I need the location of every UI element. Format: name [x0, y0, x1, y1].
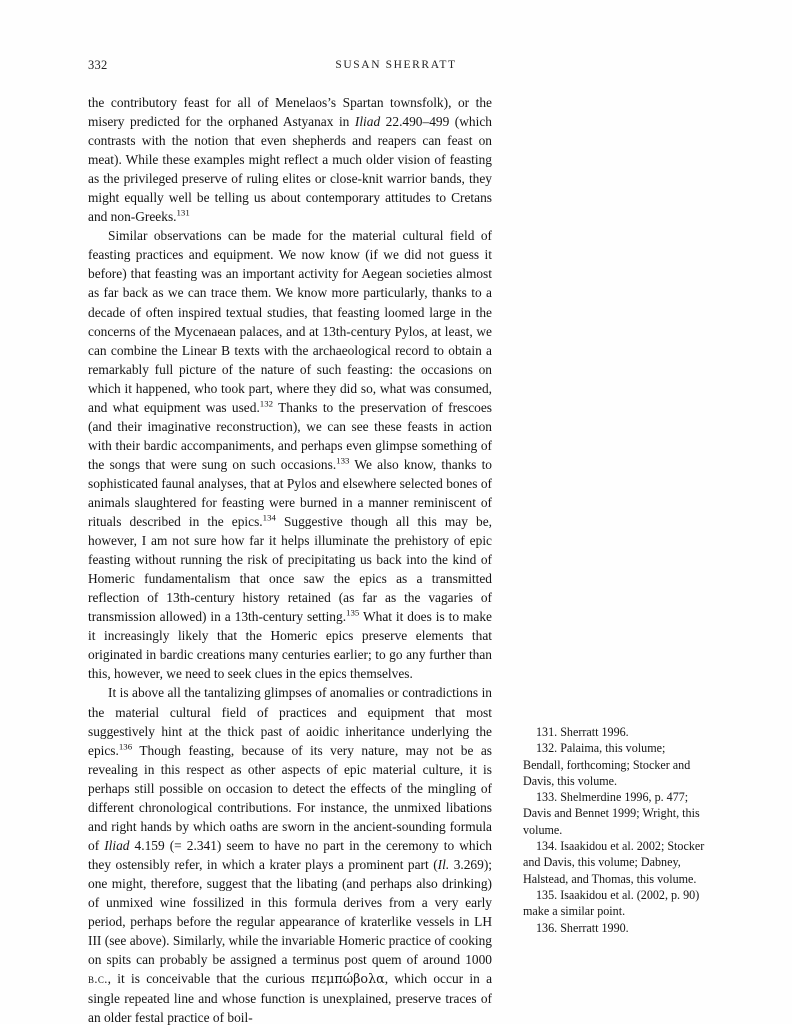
main-text-column	[88, 93, 492, 1027]
footnote-item: 132. Palaima, this volume; Bendall, forthcoming; Stocker and Davis, this volume.	[523, 741, 691, 788]
footnote-item: 136. Sherratt 1990.	[536, 920, 629, 935]
footnotes-column	[523, 724, 705, 936]
footnote-item: 134. Isaakidou et al. 2002; Stocker and Davis, this volume; Dabney, Halstead, and Thomas, this volume.	[523, 839, 705, 886]
page-number: 332	[88, 58, 108, 72]
body-paragraph: It is above all the tantalizing glimpses of anomalies or contradictions in the material cultural field of practices and equipment that most suggestively hint at the thick past of aoidic inheritance underlying the epics.$^{136}$ Though feasting, because of its very nature, may not be as revealing in this respect as other aspects of epic material culture, it is perhaps still possible on occasion to detect the effects of the mingling of different chronological contributions. For instance, the unmixed libations and right hands by which oaths are sworn in the ancient-sounding formula of Iliad 4.159 (= 2.341) seem to have no part in the ceremony to which they ostensibly refer, in which a krater plays a prominent part (Il. 3.269); one might, therefore, suggest that the libating (and perhaps also drinking) of unmixed wine fossilized in this formula derives from a very early period, perhaps before the regular appearance of kraterlike vessels in LH III (see above). Similarly, while the invariable Homeric practice of cooking on spits can probably be assigned a terminus post quem of around 1000 b.c., it is conceivable that the curious πεμπώβολα, which occur in a single repeated line and whose function is unexplained, preserve traces of an older festal practice of boil-	[88, 685, 493, 1026]
body-paragraph: Similar observations can be made for the material cultural field of feasting practices and equipment. We now know (if we did not guess it before) that feasting was an important activity for Aegean societies almost as far back as we can trace them. We know more particularly, thanks to a decade of often inspired textual studies, that feasting loomed large in the concerns of the Mycenaean palaces, and at 13th-century Pylos, at least, we can combine the Linear B texts with the archaeological record to obtain a remarkably full picture of the nature of such feasting: the occasions on which it happened, who took part, where they did so, what was consumed, and what equipment was used.$^{132}$ Thanks to the preservation of frescoes (and their imaginative reconstruction), we can see these feasts in action with their bardic accompaniments, and perhaps even glimpse something of the songs that were sung on such occasions.$^{133}$ We also know, thanks to sophisticated faunal analyses, that at Pylos and elsewhere selected bones of animals slaughtered for feasting were burned in a manner reminiscent of rituals described in the epics.$^{134}$ Suggestive though all this may be, however, I am not sure how far it helps illuminate the prehistory of epic feasting without running the risk of precipitating us back into the kind of Homeric fundamentalism that once saw the epics as a transmitted reflection of 13th-century history retained (as far as the vagaries of transmission allowed) in a 13th-century setting.$^{135}$ What it does is to make it increasingly likely that the Homeric epics preserve elements that originated in bardic creations many centuries earlier; to go any further than this, however, we need to seek clues in the epics themselves.	[88, 228, 492, 682]
footnote-item: 131. Sherratt 1996.	[536, 725, 629, 739]
footnote-item: 133. Shelmerdine 1996, p. 477; Davis and Bennet 1999; Wright, this volume.	[523, 790, 700, 837]
body-paragraph: the contributory feast for all of Menelaos’s Spartan townsfolk), or the misery predicted for the orphaned Astyanax in Iliad 22.490–499 (which contrasts with the notion that even shepherds and reapers can feast on meat). While these examples might reflect a much older vision of feasting as the privileged preserve of ruling elites or close-knit warrior bands, they might equally well be telling us about contemporary attitudes to Cretans and non-Greeks.$^{131}$	[88, 95, 492, 225]
footnote-item: 135. Isaakidou et al. (2002, p. 90) make a similar point.	[523, 887, 700, 919]
running-head: SUSAN SHERRATT	[335, 59, 457, 71]
page-header	[88, 58, 704, 74]
